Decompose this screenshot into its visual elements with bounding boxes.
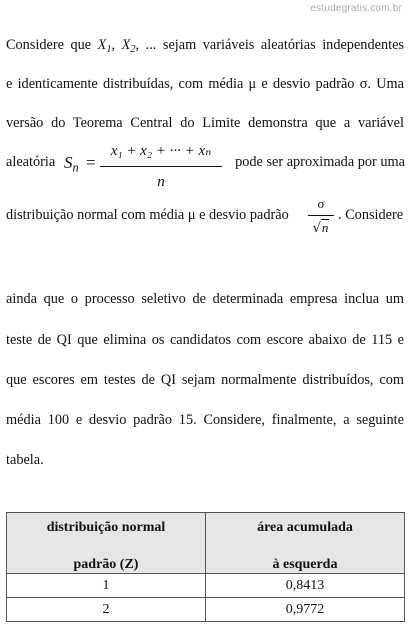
p1-l1-text-b: , ... sejam variáveis aleatórias independentes xyxy=(135,37,404,53)
formula-sn-numerator: x₁ + x₂ + ··· + xₙ xyxy=(110,143,212,159)
paragraph2-line1: ainda que o processo seletivo de determinada empresa inclua um xyxy=(6,291,404,307)
table-cell-z: 1 xyxy=(7,574,206,598)
watermark: estudegratis.com.br xyxy=(310,3,402,14)
formula-sd-numerator: σ xyxy=(317,196,325,211)
paragraph2-line2: teste de QI que elimina os candidatos com escore abaixo de 115 e xyxy=(6,332,404,348)
formula-sn-fraction xyxy=(100,140,222,192)
table-cell-area: 0,9772 xyxy=(206,598,405,622)
table-row xyxy=(7,574,405,598)
formula-sd-denominator: √n xyxy=(312,220,329,236)
fraction-bar xyxy=(100,166,222,167)
table-row xyxy=(7,598,405,622)
p1-l5-text-a: distribuição normal com média μ e desvio padrão xyxy=(6,207,289,223)
z-table xyxy=(6,512,405,622)
formula-sn-symbol: $S_n$ xyxy=(64,153,79,175)
paragraph1-line2: e identicamente distribuídas, com média μ e desvio padrão σ. Uma xyxy=(6,76,404,92)
formula-sd-fraction xyxy=(308,196,334,237)
p1-l4-text-b: pode ser aproximada por uma xyxy=(235,154,405,170)
p1-l4-text-a: aleatória xyxy=(6,154,56,170)
paragraph1-line1 xyxy=(6,36,404,54)
paragraph2-line5: tabela. xyxy=(6,452,44,468)
var-x1: $X_1$ xyxy=(97,37,112,55)
formula-equals: = xyxy=(86,153,96,172)
table-header-z: distribuição normal padrão (Z) xyxy=(7,513,206,574)
formula-sn-denominator: n xyxy=(157,174,165,190)
table-cell-z: 2 xyxy=(7,598,206,622)
p1-l1-text-a: Considere que xyxy=(6,37,98,53)
p1-l1-comma: , xyxy=(111,37,122,53)
table-header-row xyxy=(7,513,405,574)
paragraph1-line3: versão do Teorema Central do Limite demonstra que a variável xyxy=(6,115,404,131)
fraction-bar xyxy=(308,215,334,216)
table-cell-area: 0,8413 xyxy=(206,574,405,598)
paragraph2-line4: média 100 e desvio padrão 15. Considere, finalmente, a seguinte xyxy=(6,412,404,428)
paragraph2-line3: que escores em testes de QI sejam normalmente distribuídos, com xyxy=(6,372,404,388)
table-header-area: área acumulada à esquerda xyxy=(206,513,405,574)
p1-l5-text-b: . Considere xyxy=(338,207,404,223)
var-x2: $X_2$ xyxy=(121,37,136,55)
